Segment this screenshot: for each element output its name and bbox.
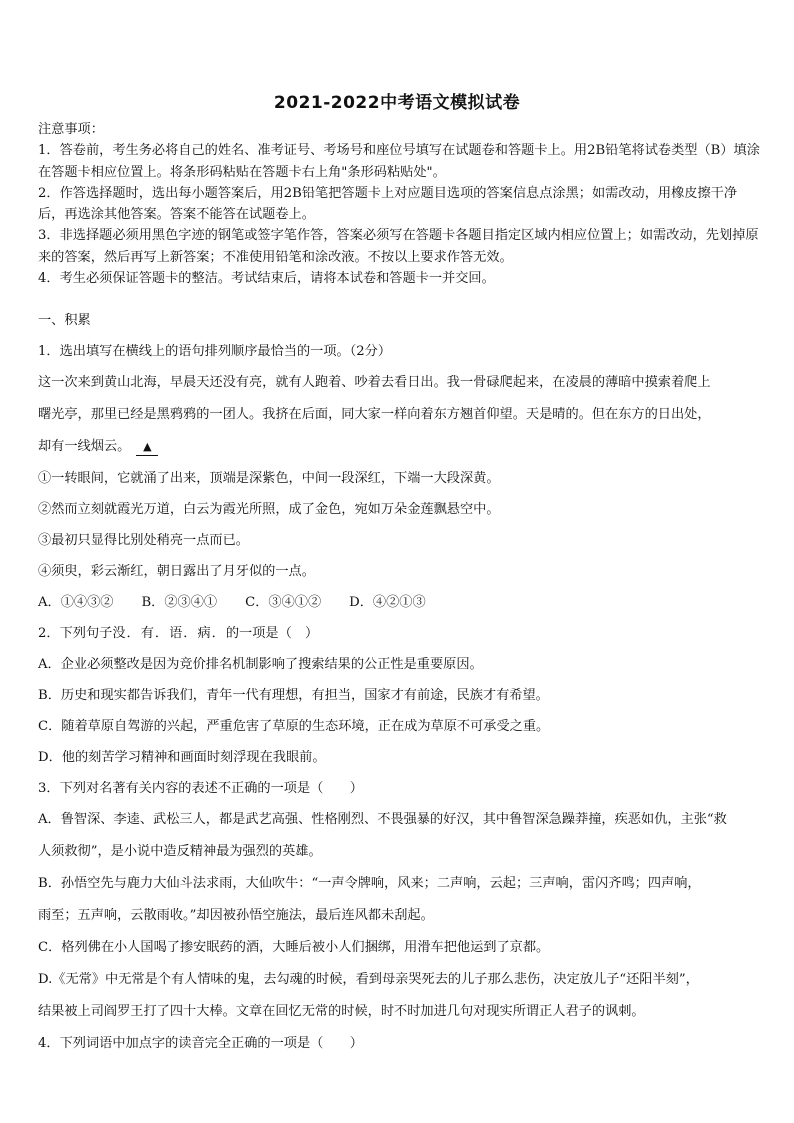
section-heading: 一、积累	[38, 313, 91, 328]
question-1-passage-last-line	[38, 431, 762, 463]
question-2-stem	[38, 618, 762, 649]
question-1-sentence: ①一转眼间，它就涌了出来，顶端是深紫色，中间一段深红，下端一大段深黄。	[38, 471, 500, 486]
question-3-option-line: B．孙悟空先与鹿力大仙斗法求雨，大仙吹牛：“一声令牌响，风来；二声响，云起；三声响，雷闪齐鸣；四声响，	[38, 876, 701, 891]
notice-item-2: 2．作答选择题时，选出每小题答案后，用2B铅笔把答题卡上对应题目选项的答案信息点涂黑；如需改动，用橡皮擦干净后，再选涂其他答案。答案不能答在试题卷上。	[38, 185, 738, 223]
emphasis-dot: ．	[126, 626, 140, 641]
question-1-passage-line: 却有一线烟云。	[38, 439, 131, 454]
question-3-option-line: D.《无常》中无常是个有人情味的鬼，去勾魂的时候，看到母亲哭死去的儿子那么悲伤，决定放儿子“还阳半刻”，	[38, 972, 699, 987]
question-1-sentence: ③最初只显得比别处稍亮一点而已。	[38, 533, 249, 548]
question-3-option-line: A．鲁智深、李逵、武松三人，都是武艺高强、性格刚烈、不畏强暴的好汉，其中鲁智深急躁莽撞，疾恶如仇，主张“救	[38, 812, 727, 827]
emphasis-dot: ．	[154, 626, 169, 641]
option-b: B．②③④①	[141, 595, 218, 610]
stem-text: 2．下列句子	[38, 626, 113, 641]
emphasis-char: 没	[112, 626, 126, 641]
notice-item-1: 1．答卷前，考生务必将自己的姓名、准考证号、考场号和座位号填写在试题卷和答题卡上。用2B铅笔将试卷类型（B）填涂在答题卡相应位置上。将条形码粘贴在答题卡右上角"条形码粘贴处"。	[38, 143, 760, 180]
question-3-option-line: 结果被上司阎罗王打了四十大棒。文章在回忆无常的时候，时不时加进几句对现实所谓正人君子的讽刺。	[38, 1004, 645, 1019]
answer-blank: ▲	[136, 439, 158, 456]
question-3-option-line: C．格列佛在小人国喝了掺安眠药的酒，大睡后被小人们捆绑，用滑车把他运到了京都。	[38, 940, 550, 955]
question-1-sentence: ②然而立刻就霞光万道，白云为霞光所照，成了金色，宛如万朵金莲飘悬空中。	[38, 502, 500, 517]
stem-text: 的一项是（ ）	[225, 626, 319, 641]
question-4-stem: 4．下列词语中加点字的读音完全正确的一项是（ ）	[38, 1036, 363, 1051]
option-c: C．③④①②	[245, 595, 322, 610]
notice-item-3: 3．非选择题必须用黑色字迹的钢笔或签字笔作答，答案必须写在答题卡各题目指定区域内相应位置上；如需改动，先划掉原来的答案，然后再写上新答案；不准使用铅笔和涂改液。不按以上要求作答无效。	[38, 228, 759, 265]
question-2-option: D．他的刻苦学习精神和画面时刻浮现在我眼前。	[38, 750, 326, 765]
question-1-sentence: ④须臾，彩云渐红，朝日露出了月牙似的一点。	[38, 564, 315, 579]
emphasis-dot: ．	[183, 626, 197, 641]
option-d: D．④②①③	[349, 595, 426, 610]
question-1-options	[38, 587, 762, 618]
exam-title: 2021-2022中考语文模拟试卷	[273, 93, 521, 113]
emphasis-char: 有	[140, 626, 154, 641]
question-2-option: B．历史和现实都告诉我们，青年一代有理想，有担当，国家才有前途，民族才有希望。	[38, 688, 549, 703]
notice-heading: 注意事项：	[38, 122, 104, 137]
emphasis-char: 病	[197, 626, 211, 641]
question-1-passage-line: 曙光亭，那里已经是黑鸦鸦的一团人。我挤在后面，同大家一样向着东方翘首仰望。天是晴的。但在东方的日出处，	[38, 407, 711, 422]
emphasis-dot: ．	[211, 626, 225, 641]
question-2-option: A．企业必须整改是因为竞价排名机制影响了搜索结果的公正性是重要原因。	[38, 657, 483, 672]
emphasis-char: 语	[169, 626, 183, 641]
question-3-stem: 3．下列对名著有关内容的表述不正确的一项是（ ）	[38, 781, 363, 796]
question-1-stem: 1．选出填写在横线上的语句排列顺序最恰当的一项。（2分）	[38, 344, 392, 359]
question-1-passage-line: 这一次来到黄山北海，早晨天还没有亮，就有人跑着、吵着去看日出。我一骨碌爬起来，在凌晨的薄暗中摸索着爬上	[38, 375, 711, 390]
question-2-option: C．随着草原自驾游的兴起，严重危害了草原的生态环境，正在成为草原不可承受之重。	[38, 719, 550, 734]
notice-block	[38, 119, 762, 289]
question-3-option-line: 雨至；五声响，云散雨收。”却因被孙悟空施法，最后连风都未刮起。	[38, 908, 434, 923]
option-a: A．①④③②	[38, 595, 114, 610]
notice-item-4: 4．考生必须保证答题卡的整洁。考试结束后，请将本试卷和答题卡一并交回。	[38, 271, 495, 287]
question-3-option-line: 人须救彻”，是小说中造反精神最为强烈的英雄。	[38, 844, 322, 859]
exam-body	[38, 305, 762, 1059]
